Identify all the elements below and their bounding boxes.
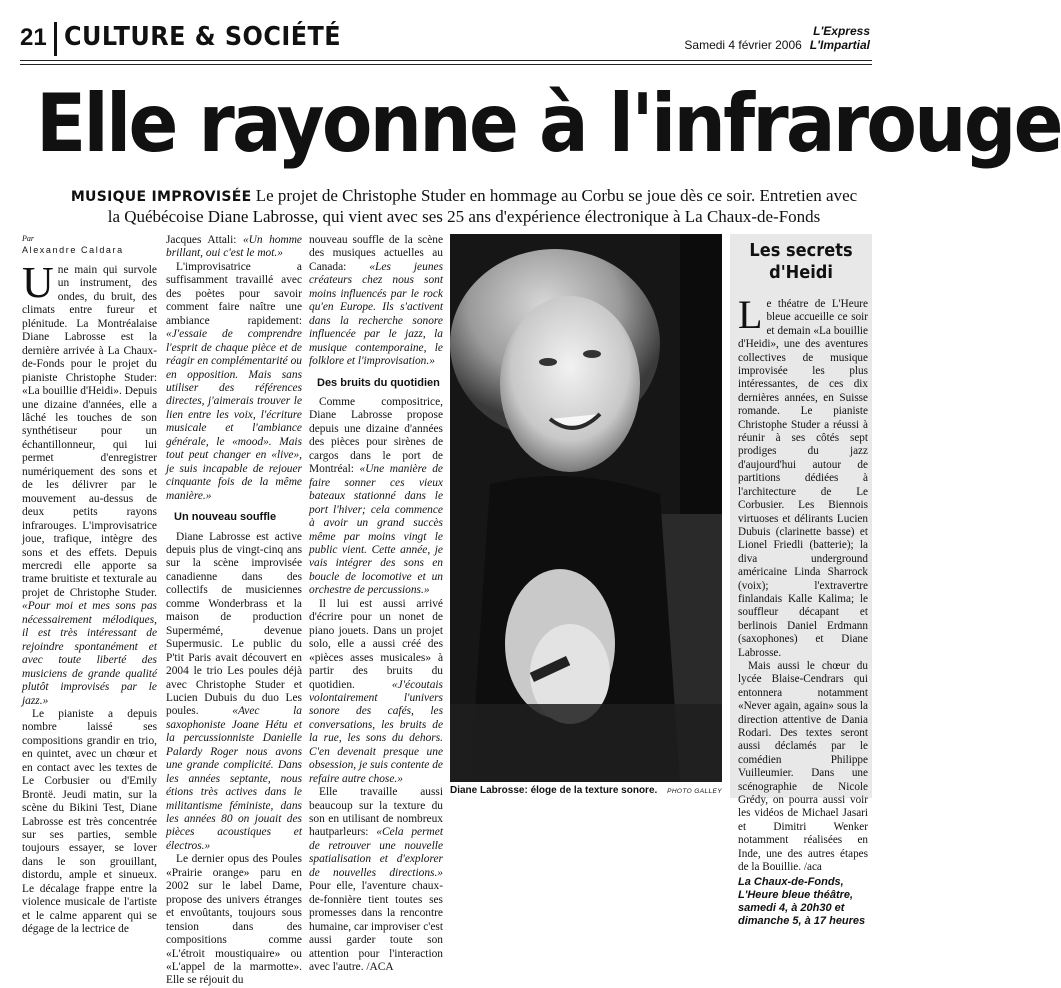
quote: «Les jeunes créateurs chez nous sont moins influencés par le rock qu'en Europe. Ils s'activent dans la recherche sonore influencée par le jazz, la musique contemporaine, le folklore et l'improvisation.» xyxy=(309,260,443,368)
sidebar-paragraph: Mais aussi le chœur du lycée Blaise-Cendrars qui entonnera notamment «Never again, again» sous la direction attentive de Dania Rodari. Des textes seront aussi déclamés par le comédien Philippe Vuilleumier. Dans une scénographie de Nicole Grédy, on pourra aussi voir les vidéos de Michael Jasari et Dimitri Wenker notamment réalisées en Inde, une des autres étapes de la Bouillie. /aca xyxy=(738,659,868,874)
quote: «J'écoutais volontairement l'univers sonore des cafés, les conversations, les bruits de la rue, les sons du dehors. C'en devenait presque une obsession, je suis contente de refaire autre chose.» xyxy=(309,678,443,785)
article-paragraph: Le dernier opus des Poules «Prairie orange» paru en 2002 sur le label Dame, propose des univers étranges et envoûtants, toujours sous tension dans des compositions comme «L'étroit moustiquaire» ou «L'appel de la marmotte». Elle se réjouit du xyxy=(166,853,302,987)
sidebar-drop-cap: L xyxy=(738,292,763,337)
header-rule-secondary xyxy=(20,64,872,65)
article-column-1 xyxy=(22,234,157,937)
deck-kicker: MUSIQUE IMPROVISÉE xyxy=(70,189,252,205)
subheading: Un nouveau souffle xyxy=(174,511,277,524)
article-paragraph: Diane Labrosse est active depuis plus de vingt-cinq ans sur la scène improvisée canadienne dans des collectifs de musiciennes comme Wonderbrass et la maison de production Supermémé, devenue Supermusic. Le public du P'tit Paris avait découvert en 2004 le trio Les poules déjà avec Christophe Studer et Lucien Dubuis du duo Les poules. «Avec la saxophoniste Joane Hétu et la percussionniste Danielle Palardy Roger nous avons une grande complicité. Dans les années septante, nous étions très actives dans le militantisme féministe, dans les années 80 on jouait des pièces acoustiques et électros.» xyxy=(166,530,302,852)
article-column-2 xyxy=(166,234,302,988)
subheading: Des bruits du quotidien xyxy=(317,376,440,389)
deck xyxy=(64,186,864,227)
drop-cap: U xyxy=(22,258,54,307)
event-info: La Chaux-de-Fonds, L'Heure bleue théâtre, samedi 4, à 20h30 et dimanche 5, à 17 heures xyxy=(738,876,866,928)
issue-date: Samedi 4 février 2006 xyxy=(684,38,802,52)
byline-author: Alexandre Caldara xyxy=(22,245,124,255)
article-paragraph: Elle travaille aussi beaucoup sur la texture du son en utilisant de nombreux hautparleurs: «Cela permet de retrouver une nouvelle spatialisation et d'explorer de nouvelles directions.» Pour elle, l'aventure chaux-de-fonnière tient toutes ses promesses dans la rencontre humaine, car improviser c'est aussi garder toute son attention pour l'interaction avec l'autre. /ACA xyxy=(309,786,443,974)
article-paragraph: L'improvisatrice a suffisamment travaillé avec des poètes pour savoir comment faire naître une ambiance rapidement: «J'essaie de comprendre l'esprit de chaque pièce et de réagir en complémentarité ou en opposition. Mais sans utiliser des références directes, j'aimerais trouver le lien entre les voix, l'écriture musicale et l'ambiance générale, le «mood». Mais tout peut changer en «live», je suis incapable de rejouer cinquante fois de la même manière.» xyxy=(166,260,302,502)
quote: «Avec la saxophoniste Joane Hétu et la percussionniste Danielle Palardy Roger nous avons une grande complicité. Dans les années septante, nous étions très actives dans le militantisme féministe, dans les années 80 on jouait des pièces acoustiques et électros.» xyxy=(166,705,302,852)
article-column-3 xyxy=(309,234,443,974)
deck-text: Le projet de Christophe Studer en hommage au Corbu se joue dès ce soir. Entretien avec la Québécoise Diane Labrosse, qui vient avec ses 25 ans d'expérience électronique à La Chaux-de-Fonds xyxy=(107,186,858,226)
sidebar-title: Les secrets d'Heidi xyxy=(749,240,853,283)
photo-credit: PHOTO GALLEY xyxy=(667,788,722,795)
byline-prefix: Par xyxy=(22,234,34,243)
article-paragraph: Jacques Attali: «Un homme brillant, oui c'est le mot.» xyxy=(166,234,302,260)
page-header xyxy=(20,22,870,58)
quote: «Pour moi et mes sons pas nécessairement mélodiques, il est très intéressant de rejoindre spontanément et avec toute liberté des musiciens de grande qualité plutôt improvisés par le jazz.» xyxy=(22,600,157,707)
article-paragraph: Une main qui survole un instrument, des ondes, du bruit, des climats entre fureur et plénitude. La Montréalaise Diane Labrosse est la dernière arrivée à La Chaux-de-Fonds pour le projet du pianiste Christophe Studer: «La bouillie d'Heidi». Depuis une dizaine d'années, elle a lâché les touches de son synthétiseur pour un échantillonneur, qui lui permet d'enregistrer numériquement des sons et de les délivrer par le mouvement au-dessus de deux petits rayons infrarouges. L'improvisatrice joue, trafique, intègre des sons et des effets. Depuis mercredi elle apporte sa trame bruitiste et texturale au projet de Christophe Studer. «Pour moi et mes sons pas nécessairement mélodiques, il est très intéressant de rejoindre spontanément et avec toute liberté des musiciens de grande qualité plutôt improvisés par le jazz.» xyxy=(22,258,157,707)
article-paragraph: Comme compositrice, Diane Labrosse propose depuis une dizaine d'années des pièces pour sirènes de cargos dans le port de Montréal: «Une manière de faire sonner ces vieux bateaux stationné dans le port l'hiver; cela commence à avoir un grand succès même par moins vingt le public vient. Cette année, je vais intégrer des sons en boucle de locomotive et un orchestre de percussions.» xyxy=(309,395,443,597)
sidebar-box xyxy=(730,234,872,928)
quote: «Une manière de faire sonner ces vieux bateaux stationné dans le port l'hiver; cela commence à avoir un grand succès même par moins vingt le public vient. Cette année, je vais intégrer des sons en boucle de locomotive et un orchestre de percussions.» xyxy=(309,463,443,597)
sidebar-paragraph: Le théatre de L'Heure bleue accueille ce soir et demain «La bouillie d'Heidi», une des aventures collectives de musique improvisée les plus intéressantes, de ces dix dernières années, en Suisse romande. Le pianiste Christophe Studer a réussi à réunir à ses côtés sept prodiges du jazz d'aujourd'hui autour de partitions dédiées à l'architecture de Le Corbusier. Les Biennois virtuoses et délirants Lucien Dubuis (clarinette basse) et Lionel Friedli (batterie); la diva underground américaine Linda Sharrock (voix); l'extravertre finlandais Kalle Kalima; le souffleur décapant et berlinois Daniel Erdmann (saxophones) et Diane Labrosse. xyxy=(738,292,868,659)
photo-caption: Diane Labrosse: éloge de la texture sonore. PHOTO GALLEY xyxy=(450,784,722,800)
article-paragraph: Il lui est aussi arrivé d'écrire pour un nonet de piano jouets. Dans un projet solo, elle a aussi créé des «pièces asses musicales» à partir des bruits du quotidien. «J'écoutais volontairement l'univers sonore des cafés, les conversations, les bruits de la rue, les sons du dehors. C'en devenait presque une obsession, je suis contente de refaire autre chose.» xyxy=(309,597,443,785)
quote: «Un homme brillant, oui c'est le mot.» xyxy=(166,234,302,260)
sidebar-body xyxy=(738,292,868,928)
page-number-divider xyxy=(54,22,57,56)
article-paragraph: nouveau souffle de la scène des musiques actuelles au Canada: «Les jeunes créateurs chez nous sont moins influencés par le rock qu'en Europe. Ils s'activent dans la recherche sonore influencée par le jazz, la musique contemporaine, le folklore et l'improvisation.» xyxy=(309,234,443,368)
headline: Elle rayonne à l'infrarouge xyxy=(36,77,1061,170)
quote: «J'essaie de comprendre l'esprit de chaque pièce et de réagir en complémentarité ou en opposition. Mais sans utiliser des références directes, j'aimerais trouver le lien entre les voix, l'écriture musicale et l'ambiance générale, le «mood». Mais tout peut changer en «live», je suis incapable de rejouer cinquante fois de la même manière.» xyxy=(166,328,302,502)
portrait-illustration xyxy=(450,234,722,782)
quote: «Cela permet de retrouver une nouvelle spatialisation et d'explorer de nouvelles directions.» xyxy=(309,826,443,879)
masthead-brand-impartial: L'Impartial xyxy=(809,38,870,52)
header-rule xyxy=(20,60,872,61)
page-number: 21 xyxy=(20,24,47,51)
masthead-brand-express: L'Express xyxy=(813,24,870,38)
article-paragraph: Le pianiste a depuis nombre laissé ses compositions grandir en trio, en quintet, avec un chœur et en contact avec les textes de Le Corbusier ou d'Emily Brontë. Jeudi matin, sur la scène du Bikini Test, Diane Labrosse est très concentrée sur ses parties, semble toujours essayer, se lover dans le son grouillant, distordu, ample et sinueux. Le décalage frappe entre la violence musicale de l'artiste et le calme apparent qui se dégage de la lectrice de xyxy=(22,707,157,936)
section-rubric: CULTURE & SOCIÉTÉ xyxy=(64,22,342,52)
masthead xyxy=(684,24,870,52)
portrait-photo xyxy=(450,234,722,782)
